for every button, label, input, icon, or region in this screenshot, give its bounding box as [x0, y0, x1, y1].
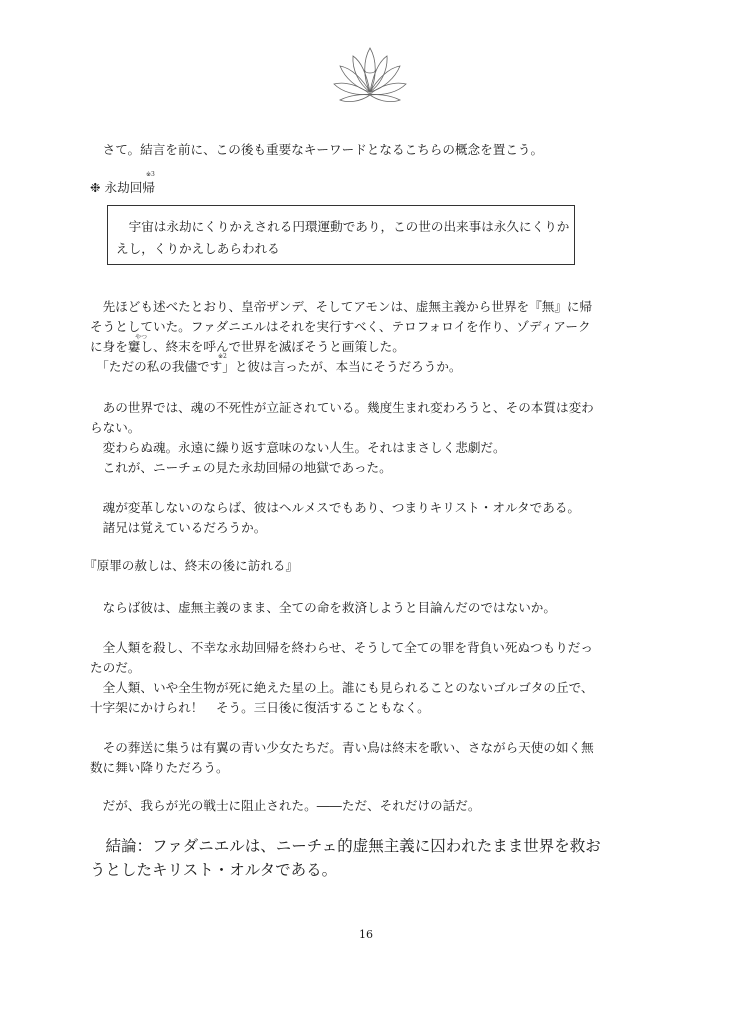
text-line: に身を窶し、終末を呼んで世界を滅ぼそうと画策した。 — [90, 339, 405, 354]
lotus-icon — [332, 40, 408, 106]
text-line: 「ただの私の我儘です」と彼は言ったが、本当にそうだろうか。 — [90, 359, 462, 374]
paragraph-7: だが、我らが光の戦士に阻止された。――ただ、それだけの話だ。 — [90, 798, 481, 813]
definition-text — [116, 216, 569, 260]
paragraph-4: ならば彼は、虚無主義のまま、全ての命を救済しようと目論んだのではないか。 — [90, 600, 556, 615]
text-line: 全人類を殺し、不幸な永劫回帰を終わらせ、そうして全ての罪を背負い死ぬつもりだっ — [90, 640, 593, 655]
note-mark-3: ※3 — [146, 171, 155, 178]
paragraph-5 — [90, 638, 594, 718]
definition-line: えし，くりかえしあらわれる — [116, 241, 280, 256]
conclusion-line: 結論：ファダニエルは、ニーチェ的虚無主義に囚われたまま世界を救お — [90, 837, 601, 855]
paragraph-2 — [90, 398, 594, 478]
text-line: 十字架にかけられ！ そう。三日後に復活することもなく。 — [90, 700, 430, 715]
concept-heading-text: ❉ 永劫回帰 — [90, 180, 155, 195]
intro-paragraph: さて。結言を前に、この後も重要なキーワードとなるこちらの概念を置こう。 — [90, 142, 544, 157]
text-line: 全人類、いや全生物が死に絶えた星の上。誰にも見られることのないゴルゴタの丘で、 — [90, 680, 594, 695]
concept-heading — [90, 180, 155, 196]
quote: 『原罪の赦しは、終末の後に訪れる』 — [84, 558, 299, 573]
text-line: 魂が変革しないのならば、彼はヘルメスでもあり、つまりキリスト・オルタである。 — [90, 500, 581, 515]
note-mark-2: ※2 — [218, 353, 227, 360]
paragraph-3 — [90, 498, 590, 538]
text-line: これが、ニーチェの見た永劫回帰の地獄であった。 — [90, 460, 392, 475]
text-line: 先ほども述べたとおり、皇帝ザンデ、そしてアモンは、虚無主義から世界を『無』に帰 — [90, 299, 593, 314]
text-line: たのだ。 — [90, 660, 141, 675]
text-line: そうとしていた。ファダニエルはそれを実行すべく、テロフォロイを作り、ゾディアーク — [90, 319, 591, 334]
text-line: 変わらぬ魂。永遠に繰り返す意味のない人生。それはまさしく悲劇だ。 — [90, 440, 506, 455]
paragraph-6 — [90, 738, 594, 778]
page-number: 16 — [359, 928, 373, 941]
text-line: その葬送に集うは有翼の青い少女たちだ。青い鳥は終末を歌い、さながら天使の如く無 — [90, 740, 594, 755]
conclusion-line: うとしたキリスト・オルタである。 — [90, 861, 338, 879]
text-line: らない。 — [90, 420, 141, 435]
text-line: 諸兄は覚えているだろうか。 — [90, 520, 267, 535]
definition-line: 宇宙は永劫にくりかえされる円環運動であり，この世の出来事は永久にくりか — [116, 219, 570, 234]
paragraph-1 — [90, 297, 593, 377]
text-line: 数に舞い降りただろう。 — [90, 760, 229, 775]
text-line: あの世界では、魂の不死性が立証されている。幾度生まれ変わろうと、その本質は変わ — [90, 400, 594, 415]
conclusion — [90, 834, 601, 882]
ruby-yatsu: やつ — [135, 334, 148, 341]
